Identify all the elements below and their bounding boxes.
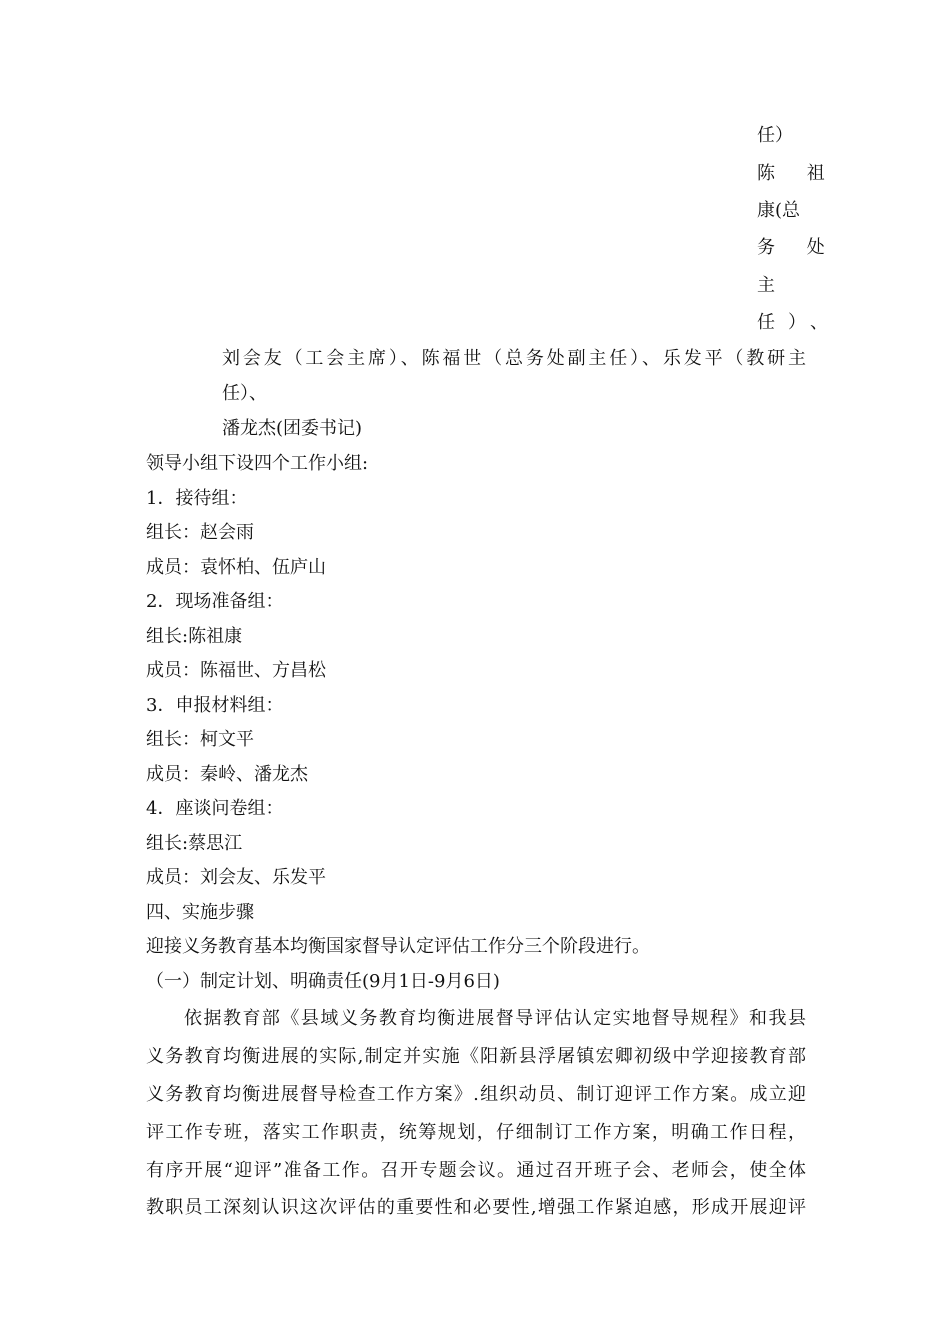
section-intro: 迎接义务教育基本均衡国家督导认定评估工作分三个阶段进行。 [146, 936, 650, 957]
body-line-5: 有序开展“迎评”准备工作。召开专题会议。通过召开班子会、老师会，使全体 [146, 1160, 806, 1181]
group-4-members: 成员：刘会友、乐发平 [146, 867, 326, 888]
leaders-line-2: 任）、 [222, 383, 267, 404]
group-2-leader: 组长:陈祖康 [146, 626, 243, 647]
body-line-3: 义务教育均衡进展督导检查工作方案》.组织动员、制订迎评工作方案。成立迎 [146, 1084, 806, 1105]
fragment-line-2: 陈 祖 [757, 163, 838, 184]
fragment-line-5: 主 [757, 275, 788, 296]
body-line-2: 义务教育均衡进展的实际,制定并实施《阳新县浮屠镇宏卿初级中学迎接教育部 [146, 1046, 806, 1067]
group-1-members: 成员：袁怀柏、伍庐山 [146, 557, 326, 578]
fragment-line-6: 任）、 [757, 312, 841, 333]
body-line-4: 评工作专班，落实工作职责，统筹规划，仔细制订工作方案，明确工作日程， [146, 1122, 806, 1143]
group-1-title: 1．接待组： [146, 488, 248, 509]
group-4-leader: 组长:蔡思江 [146, 833, 243, 854]
group-3-title: 3．申报材料组： [146, 695, 284, 716]
fragment-line-3: 康(总 [757, 200, 801, 221]
group-3-members: 成员：秦岭、潘龙杰 [146, 764, 308, 785]
group-4-title: 4．座谈问卷组： [146, 798, 284, 819]
group-2-members: 成员：陈福世、方昌松 [146, 660, 326, 681]
leaders-line-3: 潘龙杰(团委书记) [222, 418, 363, 439]
phase-1-heading: （一）制定计划、明确责任(9月1日-9月6日) [146, 971, 500, 992]
group-1-leader: 组长：赵会雨 [146, 522, 254, 543]
body-line-6: 教职员工深刻认识这次评估的重要性和必要性,增强工作紧迫感，形成开展迎评 [146, 1197, 806, 1218]
body-line-1: 依据教育部《县域义务教育均衡进展督导评估认定实地督导规程》和我县 [184, 1008, 806, 1029]
groups-intro: 领导小组下设四个工作小组: [146, 453, 369, 474]
leaders-line-1: 刘会友（工会主席）、陈福世（总务处副主任）、乐发平（教研主 [222, 348, 806, 369]
fragment-line-4: 务 处 [757, 237, 838, 258]
group-2-title: 2．现场准备组： [146, 591, 284, 612]
group-3-leader: 组长：柯文平 [146, 729, 254, 750]
fragment-line-1: 任） [757, 125, 793, 146]
section-heading: 四、实施步骤 [146, 902, 254, 923]
